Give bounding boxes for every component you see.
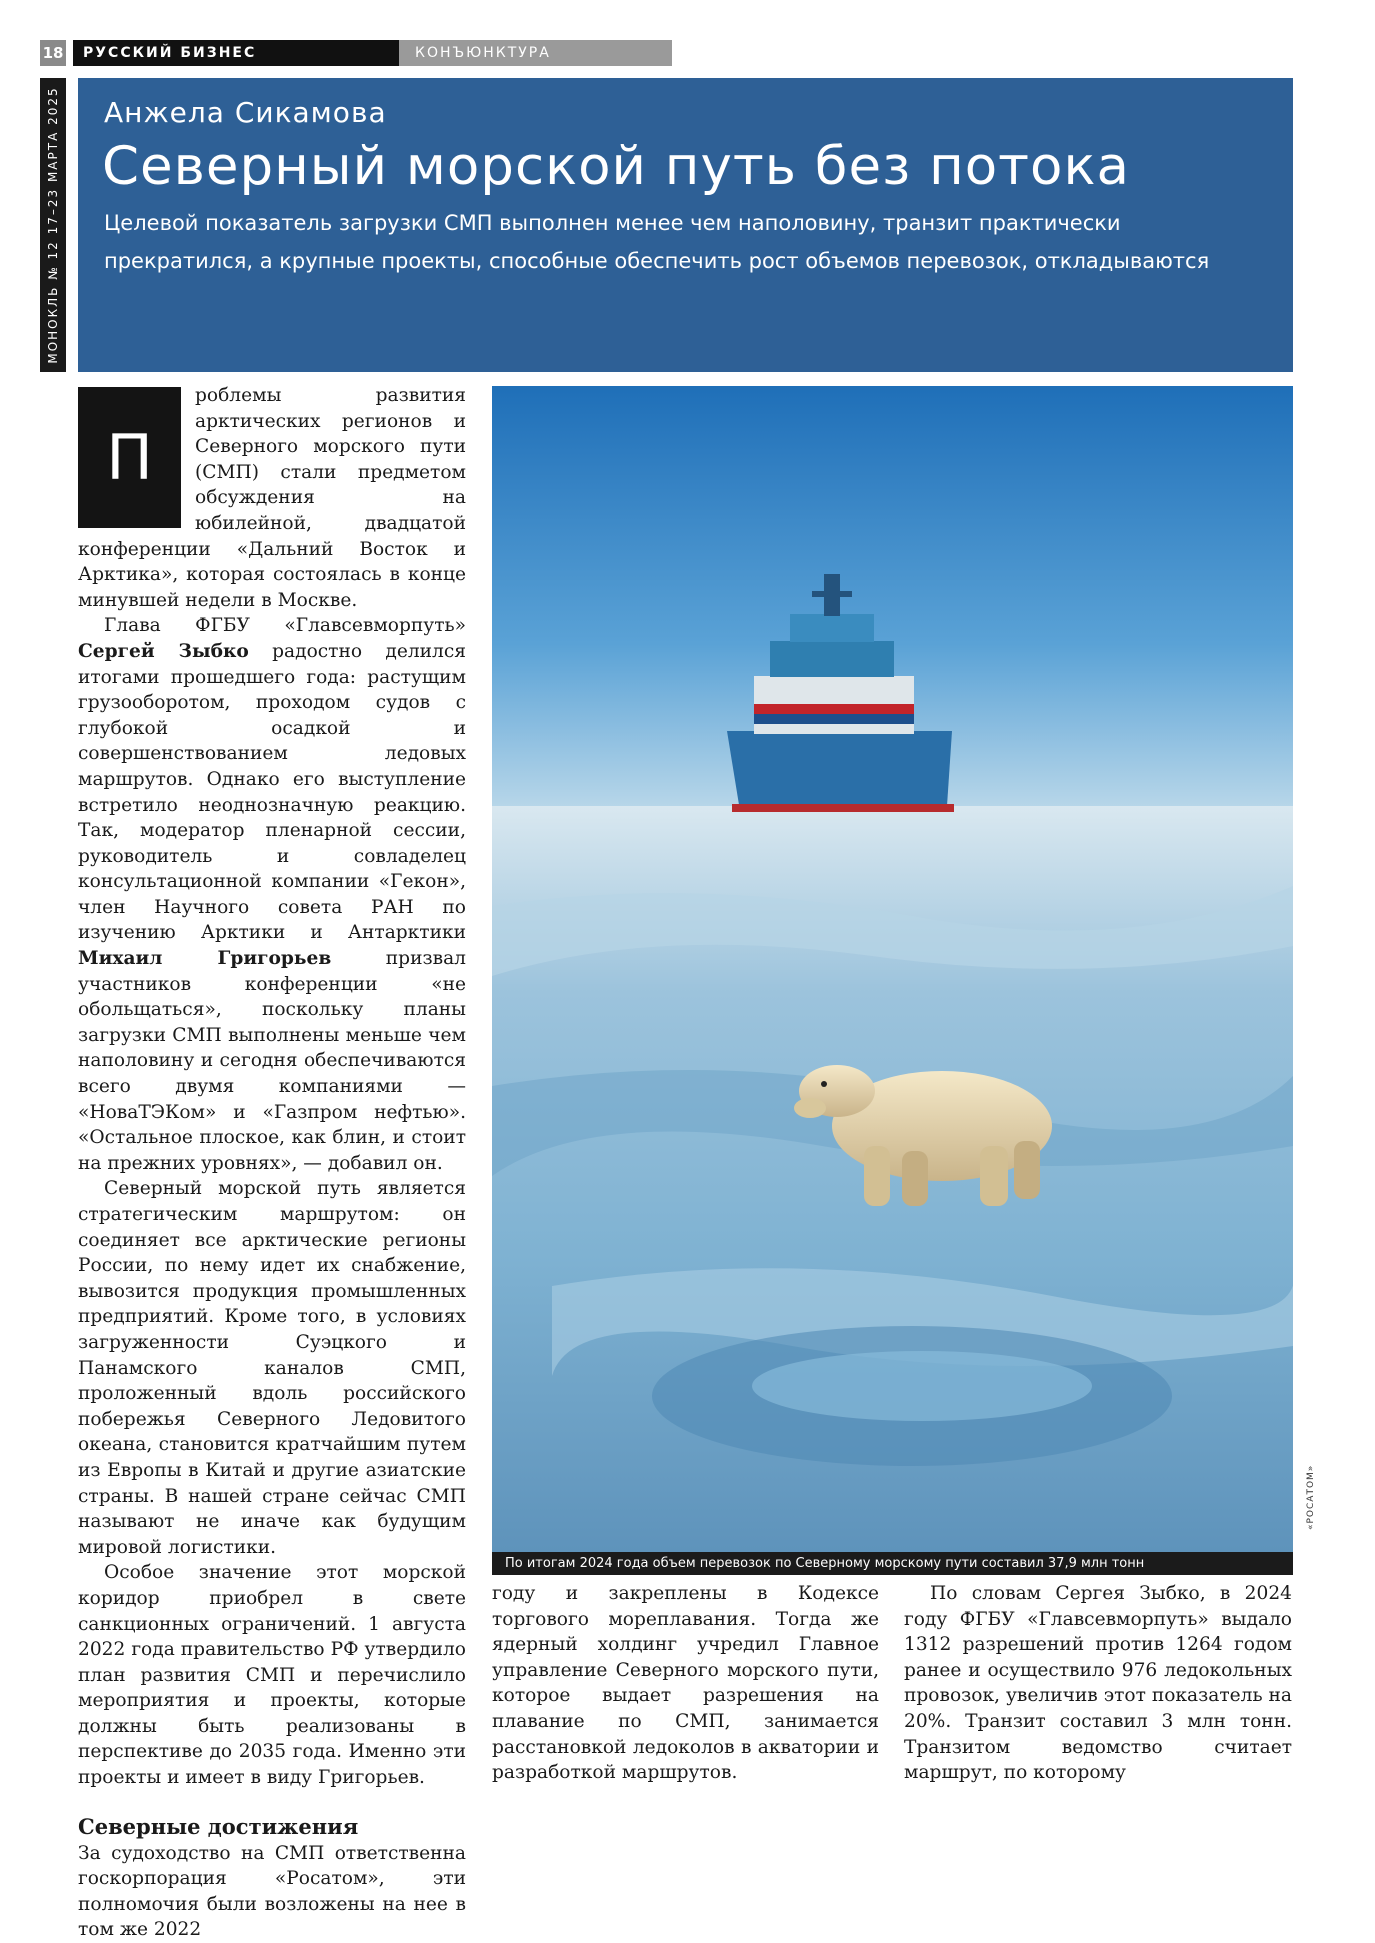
- icebreaker-polar-bear-image: [492, 386, 1293, 1552]
- photo-credit: «РОСАТОМ»: [1306, 1464, 1316, 1530]
- issue-info: МОНОКЛЬ № 12 17–23 МАРТА 2025: [46, 86, 60, 364]
- section-label: РУССКИЙ БИЗНЕС: [73, 40, 399, 66]
- paragraph: Глава ФГБУ «Главсевморпуть» Сергей Зыбко радостно делился итогами прошедшего года: растущим грузооборотом, проходом судов с глубокой осадкой и совершенствованием ледовых маршрутов. Однако его выступление встретило неоднозначную реакцию. Так, модератор пленарной сессии, руководитель и совладелец консультационной компании «Гекон», член Научного совета РАН по изучению Арктики и Антарктики Михаил Григорьев призвал участников конференции «не обольщаться», поскольку планы загрузки СМП выполнены меньше чем наполовину и сегодня обеспечиваются всего двумя компаниями — «НоваТЭКом» и «Газпром нефтью». «Остальное плоское, как блин, и стоит на прежних уровнях», — добавил он.: [78, 615, 466, 1174]
- text-column-3: [904, 1581, 1292, 1786]
- paragraph: роблемы развития арктических регионов и Северного морского пути (СМП) стали предметом обсуждения на юбилейной, двадцатой конференции «Дальний Восток и Арктика», которая состоялась в конце минувшей недели в Москве.: [78, 385, 466, 611]
- paragraph: По словам Сергея Зыбко, в 2024 году ФГБУ «Главсевморпуть» выдало 1312 разрешений против 1264 годом ранее и осуществило 976 ледокольных провозок, увеличив этот показатель на 20%. Транзит составил 3 млн тонн. Транзитом ведомство считает маршрут, по которому: [904, 1583, 1292, 1784]
- person-name: Сергей Зыбко: [78, 640, 249, 662]
- paragraph: За судоходство на СМП ответственна госкорпорация «Росатом», эти полномочия были возложены на нее в том же 2022: [78, 1842, 466, 1941]
- text-column-2: [492, 1581, 879, 1786]
- issue-strip: [40, 78, 66, 372]
- person-name: Михаил Григорьев: [78, 948, 332, 970]
- article-photo: [492, 386, 1293, 1552]
- drop-cap: П: [78, 387, 181, 528]
- author-name: Анжела Сикамова: [104, 96, 387, 129]
- rubric-label: КОНЪЮНКТУРА: [399, 40, 672, 66]
- title-banner: [78, 78, 1293, 372]
- paragraph: году и закреплены в Кодексе торгового мореплавания. Тогда же ядерный холдинг учредил Главное управление Северного морского пути, которое выдает разрешения на плавание по СМП, занимается расстановкой ледоколов в акватории и разработкой маршрутов.: [492, 1583, 879, 1784]
- article-lead: Целевой показатель загрузки СМП выполнен менее чем наполовину, транзит практически прекратился, а крупные проекты, способные обеспечить рост объемов перевозок, откладываются: [104, 211, 1210, 273]
- text-column-1: [78, 383, 466, 1943]
- paragraph: Особое значение этот морской коридор приобрел в свете санкционных ограничений. 1 августа 2022 года правительство РФ утвердило план развития СМП и перечислило мероприятия и проекты, которые должны быть реализованы в перспективе до 2035 года. Именно эти проекты и имеет в виду Григорьев.: [78, 1562, 466, 1789]
- page-header: [40, 40, 672, 66]
- paragraph: Северный морской путь является стратегическим маршрутом: он соединяет все арктические регионы России, по нему идет их снабжение, вывозится продукция промышленных предприятий. Кроме того, в условиях загруженности Суэцкого и Панамского каналов СМП, проложенный вдоль российского побережья Северного Ледовитого океана, становится кратчайшим путем из Европы в Китай и другие азиатские страны. В нашей стране сейчас СМП называют не иначе как будущим мировой логистики.: [78, 1178, 466, 1558]
- page-number: 18: [40, 40, 66, 66]
- article-title: Северный морской путь без потока: [102, 136, 1130, 197]
- subheading: Северные достижения: [78, 1813, 359, 1839]
- photo-caption: По итогам 2024 года объем перевозок по Северному морскому пути составил 37,9 млн тонн: [492, 1552, 1293, 1575]
